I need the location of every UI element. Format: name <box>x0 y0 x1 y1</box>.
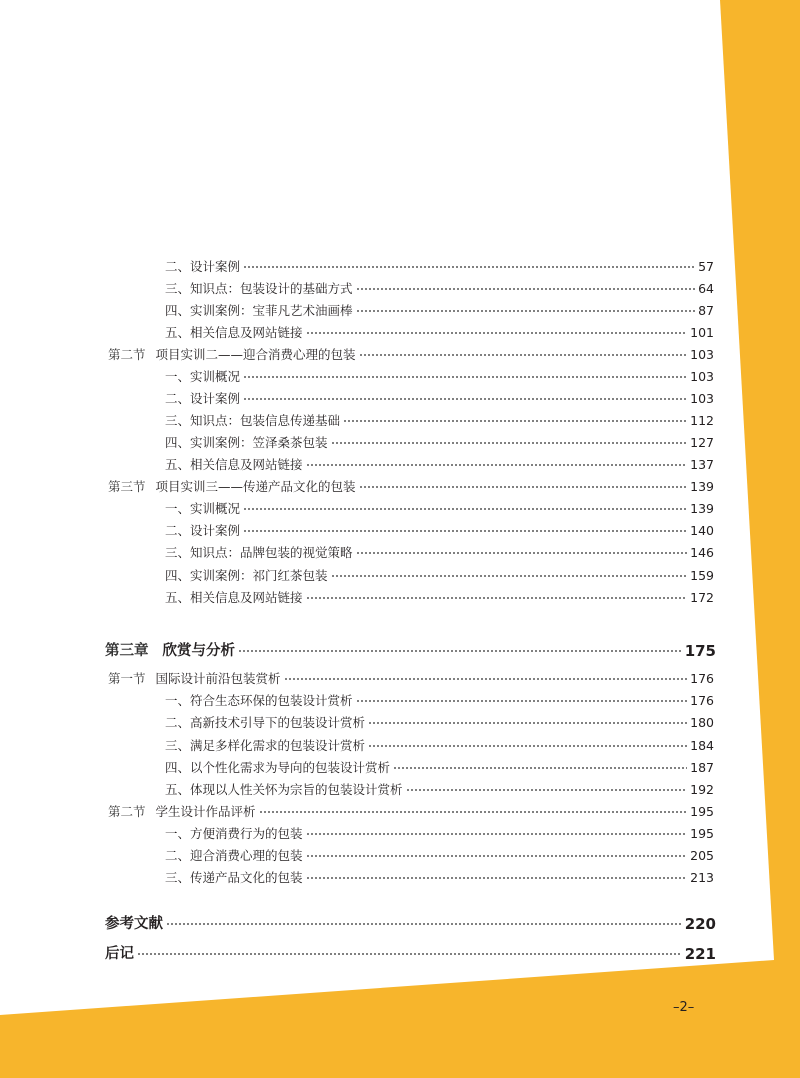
toc-entry-title: 学生设计作品评析 <box>155 804 256 819</box>
toc-section-entry[interactable] <box>108 669 714 689</box>
dot-leader <box>359 486 688 488</box>
toc-entry-page: 146 <box>690 545 714 560</box>
toc-entry-page: 139 <box>690 479 714 494</box>
dot-leader <box>306 464 688 466</box>
toc-entry-title: 二、设计案例 <box>165 259 241 274</box>
toc-entry[interactable] <box>165 846 714 866</box>
toc-entry-title: 四、实训案例：宝菲凡艺术油画棒 <box>165 303 353 318</box>
toc-entry-page: 64 <box>698 281 714 296</box>
toc-entry-page: 205 <box>690 848 714 863</box>
toc-entry[interactable] <box>165 521 714 541</box>
dot-leader <box>238 650 682 652</box>
toc-entry-page: 213 <box>690 870 714 885</box>
toc-entry-title: 国际设计前沿包装赏析 <box>155 671 281 686</box>
toc-entry[interactable] <box>165 758 714 778</box>
toc-entry-title: 三、知识点：包装设计的基础方式 <box>165 281 353 296</box>
dot-leader <box>284 678 688 680</box>
dot-leader <box>393 767 687 769</box>
toc-chapter-page: 175 <box>684 642 716 660</box>
toc-entry-page: 172 <box>690 590 714 605</box>
dot-leader <box>137 953 682 955</box>
toc-entry[interactable] <box>165 257 714 277</box>
toc-entry-title: 四、以个性化需求为导向的包装设计赏析 <box>165 760 391 775</box>
dot-leader <box>356 288 696 290</box>
toc-entry[interactable] <box>165 389 714 409</box>
toc-entry-page: 101 <box>690 325 714 340</box>
toc-chapter-title: 后记 <box>105 946 134 962</box>
toc-entry-number: 第一节 <box>108 671 146 686</box>
toc-entry-title: 五、体现以人性关怀为宗旨的包装设计赏析 <box>165 782 403 797</box>
toc-entry-page: 103 <box>690 369 714 384</box>
toc-entry-page: 159 <box>690 568 714 583</box>
toc-entry-page: 180 <box>690 715 714 730</box>
dot-leader <box>243 508 687 510</box>
dot-leader <box>368 745 687 747</box>
toc-entry[interactable] <box>165 691 714 711</box>
toc-entry-page: 192 <box>690 782 714 797</box>
toc-entry-title: 二、设计案例 <box>165 391 241 406</box>
toc-entry[interactable] <box>165 323 714 343</box>
page-number: –2– <box>673 1000 695 1015</box>
toc-entry-title: 二、高新技术引导下的包装设计赏析 <box>165 715 366 730</box>
dot-leader <box>243 398 687 400</box>
toc-entry-page: 187 <box>690 760 714 775</box>
dot-leader <box>243 376 687 378</box>
toc-chapter-entry[interactable] <box>105 640 716 662</box>
toc-entry-number: 第二节 <box>108 347 146 362</box>
toc-entry-page: 140 <box>690 523 714 538</box>
toc-entry-page: 103 <box>690 347 714 362</box>
toc-chapter-page: 221 <box>684 945 716 963</box>
toc-entry-title: 一、实训概况 <box>165 501 241 516</box>
toc-afterword-entry[interactable] <box>105 943 716 965</box>
toc-entry[interactable] <box>165 566 714 586</box>
toc-entry-title: 一、符合生态环保的包装设计赏析 <box>165 693 353 708</box>
toc-entry-page: 195 <box>690 826 714 841</box>
toc-entry-title: 二、迎合消费心理的包装 <box>165 848 303 863</box>
toc-entry-title: 五、相关信息及网站链接 <box>165 457 303 472</box>
toc-section-entry[interactable] <box>108 802 714 822</box>
toc-entry-page: 184 <box>690 738 714 753</box>
toc-entry[interactable] <box>165 713 714 733</box>
toc-entry-title: 一、实训概况 <box>165 369 241 384</box>
dot-leader <box>306 597 688 599</box>
toc-entry[interactable] <box>165 367 714 387</box>
toc-entry-page: 127 <box>690 435 714 450</box>
toc-entry-page: 195 <box>690 804 714 819</box>
dot-leader <box>359 354 688 356</box>
dot-leader <box>356 310 696 312</box>
dot-leader <box>259 811 688 813</box>
dot-leader <box>306 332 688 334</box>
dot-leader <box>331 442 688 444</box>
toc-entry[interactable] <box>165 588 714 608</box>
toc-references-entry[interactable] <box>105 913 716 935</box>
toc-entry-number: 第三节 <box>108 479 146 494</box>
toc-section-entry[interactable] <box>108 477 714 497</box>
toc-entry[interactable] <box>165 780 714 800</box>
dot-leader <box>166 923 682 925</box>
toc-entry-title: 二、设计案例 <box>165 523 241 538</box>
dot-leader <box>356 700 688 702</box>
toc-entry[interactable] <box>165 868 714 888</box>
dot-leader <box>406 789 688 791</box>
toc-entry[interactable] <box>165 279 714 299</box>
toc-entry-page: 112 <box>690 413 714 428</box>
toc-entry-page: 176 <box>690 693 714 708</box>
toc-section-entry[interactable] <box>108 345 714 365</box>
dot-leader <box>356 552 688 554</box>
toc-entry-title: 一、方便消费行为的包装 <box>165 826 303 841</box>
toc-entry-page: 57 <box>698 259 714 274</box>
toc-entry-page: 176 <box>690 671 714 686</box>
toc-entry-title: 四、实训案例：祁门红茶包装 <box>165 568 328 583</box>
toc-entry-title: 四、实训案例：笠泽桑茶包装 <box>165 435 328 450</box>
toc-entry-title: 三、知识点：包装信息传递基础 <box>165 413 341 428</box>
toc-entry[interactable] <box>165 411 714 431</box>
dot-leader <box>306 855 688 857</box>
dot-leader <box>306 833 688 835</box>
toc-entry[interactable] <box>165 301 714 321</box>
dot-leader <box>368 722 687 724</box>
toc-entry-title: 项目实训二——迎合消费心理的包装 <box>155 347 356 362</box>
toc-entry-page: 87 <box>698 303 714 318</box>
toc-entry[interactable] <box>165 455 714 475</box>
toc-entry-title: 项目实训三——传递产品文化的包装 <box>155 479 356 494</box>
toc-entry[interactable] <box>165 824 714 844</box>
toc-entry-title: 五、相关信息及网站链接 <box>165 325 303 340</box>
toc-entry[interactable] <box>165 543 714 563</box>
toc-entry-page: 139 <box>690 501 714 516</box>
toc-entry-page: 103 <box>690 391 714 406</box>
toc-chapter-title: 欣赏与分析 <box>162 643 235 659</box>
toc-entry-page: 137 <box>690 457 714 472</box>
dot-leader <box>331 575 688 577</box>
toc-entry-title: 三、知识点：品牌包装的视觉策略 <box>165 545 353 560</box>
toc-entry[interactable] <box>165 736 714 756</box>
toc-chapter-title: 参考文献 <box>105 916 163 932</box>
toc-chapter-page: 220 <box>684 915 716 933</box>
toc-entry-title: 三、满足多样化需求的包装设计赏析 <box>165 738 366 753</box>
toc-entry-title: 五、相关信息及网站链接 <box>165 590 303 605</box>
dot-leader <box>306 877 688 879</box>
toc-entry[interactable] <box>165 499 714 519</box>
toc-entry-number: 第二节 <box>108 804 146 819</box>
dot-leader <box>343 420 687 422</box>
toc-entry[interactable] <box>165 433 714 453</box>
toc-chapter-number: 第三章 <box>105 643 149 659</box>
dot-leader <box>243 266 695 268</box>
toc-entry-title: 三、传递产品文化的包装 <box>165 870 303 885</box>
dot-leader <box>243 530 687 532</box>
